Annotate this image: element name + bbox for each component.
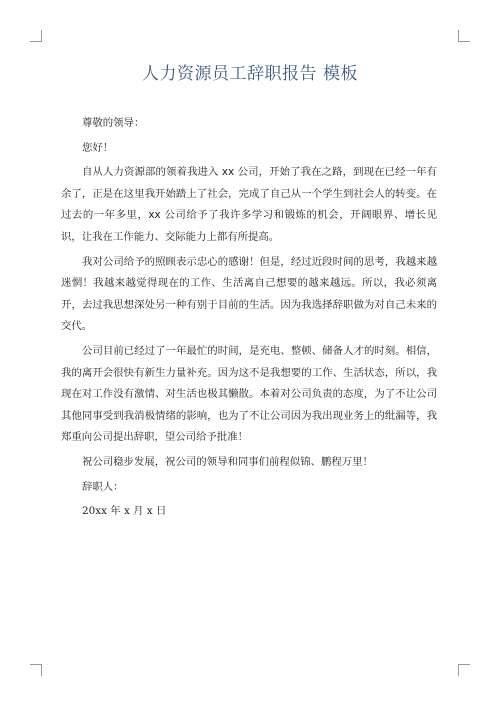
signature-label: 辞职人：	[82, 480, 124, 493]
document-title: 人力资源员工辞职报告 模板	[142, 64, 358, 84]
document-body	[61, 113, 437, 526]
salutation: 尊敬的领导：	[82, 117, 145, 129]
body-paragraph-3: 公司目前已经过了一年最忙的时间，是充电、整顿、储备人才的时刻。相信，我的离开会很快有新生力量补充。因为这不是我想要的工作、生活状态，所以，我现在对工作没有激情、对生活也极其懒散。本着对公司负责的态度，为了不让公司其他同事受到我消极情绪的影响，也为了不让公司因为我出现业务上的纰漏等，我郑重向公司提出辞职，望公司给予批准！	[61, 344, 437, 444]
crop-mark-bottom-right	[458, 664, 470, 676]
body-paragraph-1: 自从人力资源部的领着我进入 xx 公司，开始了我在之路，到现在已经一年有余了，正是在这里我开始踏上了社会，完成了自己从一个学生到社会人的转变。在过去的一年多里，xx 公司给予了我许多学习和锻炼的机会，开阔眼界、增长见识，让我在工作能力、交际能力上都有所提高。	[61, 166, 437, 243]
crop-mark-top-right	[458, 30, 470, 42]
body-paragraph-2: 我对公司给予的照顾表示忠心的感谢！但是，经过近段时间的思考，我越来越迷惘！我越来越觉得现在的工作、生活离自己想要的越来越远。所以，我必须离开，去过我思想深处另一种有别于目前的生活。因为我选择辞职做为对自己未来的交代。	[61, 255, 437, 333]
crop-mark-top-left	[30, 30, 42, 42]
signature-date: 20xx 年 x 月 x 日	[82, 505, 167, 518]
crop-mark-bottom-left	[30, 664, 42, 676]
closing-wish: 祝公司稳步发展，祝公司的领导和同事们前程似锦、鹏程万里！	[82, 455, 373, 468]
greeting: 您好！	[82, 141, 114, 154]
